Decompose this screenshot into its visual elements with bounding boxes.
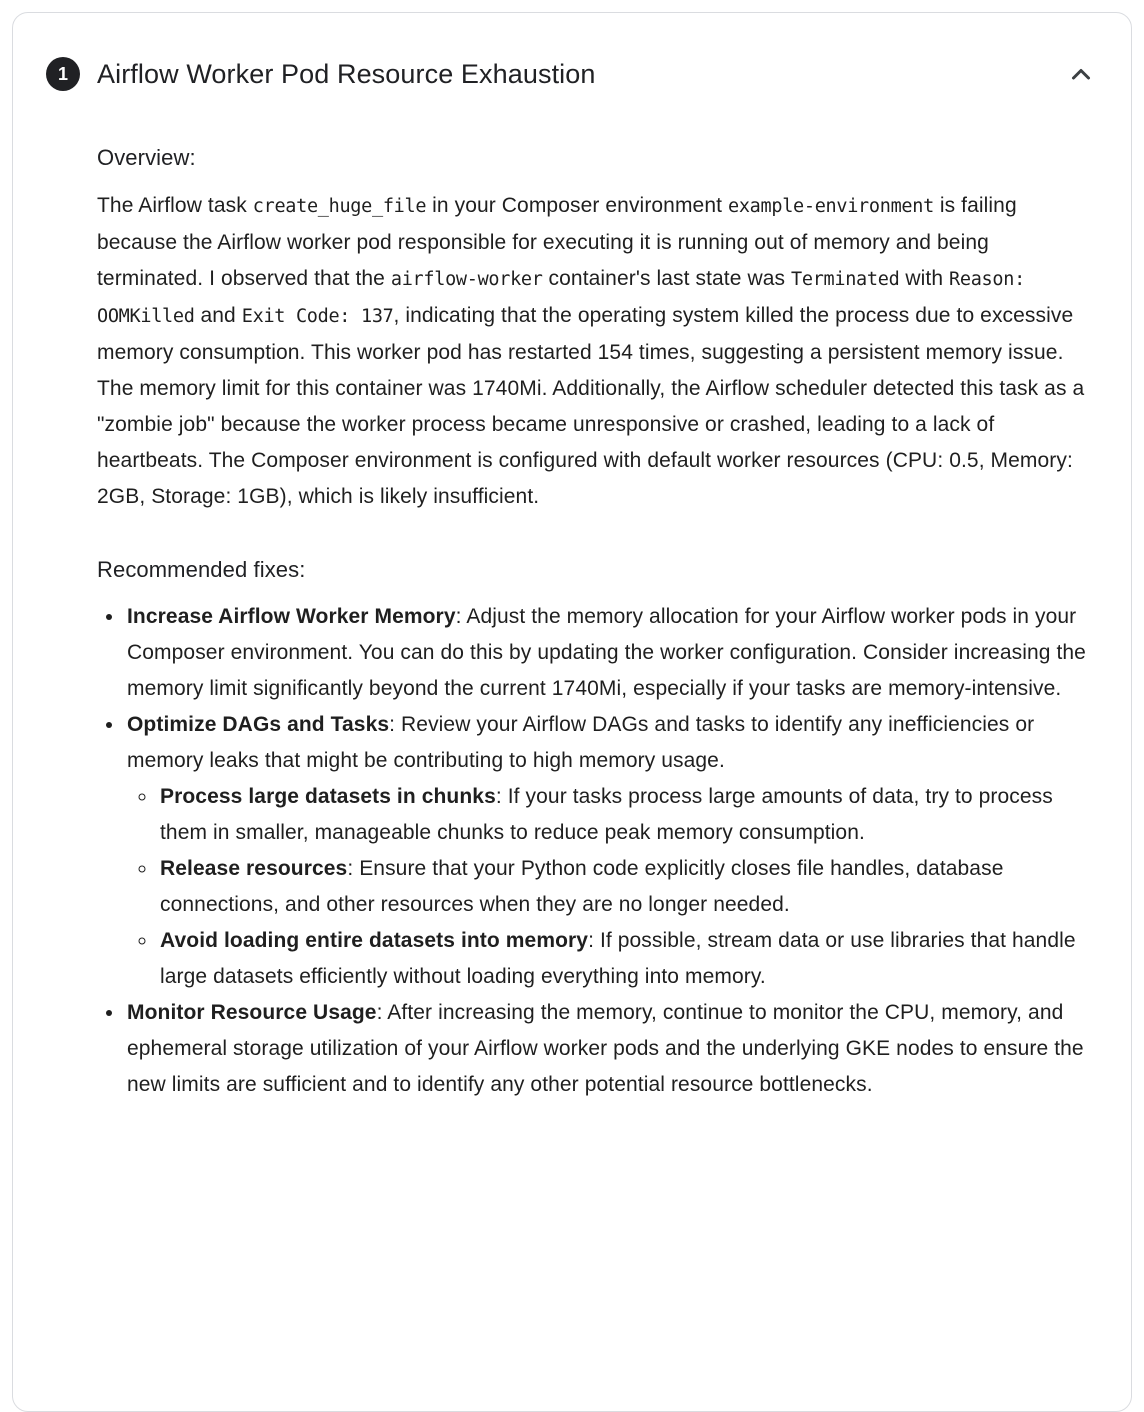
fixes-heading: Recommended fixes: [97,557,306,582]
inline-code: create_huge_file [252,196,427,217]
sub-fix-item [158,851,1095,923]
collapse-button[interactable] [1065,58,1097,90]
fix-list [97,599,1095,1103]
paragraph-text: The Airflow task [97,194,253,217]
fix-item [125,995,1095,1103]
sub-fix-item [158,923,1095,995]
inline-code: Terminated [791,269,900,290]
issue-card-body [13,91,1131,1103]
fix-item-text: : If your tasks process large amounts of data, try to process them in smaller, manageable chunks to reduce peak memory consumption. [160,785,1053,844]
fix-item-title: Increase Airflow Worker Memory [127,605,456,628]
fix-item-text: : If possible, stream data or use libraries that handle large datasets efficiently without loading everything into memory. [160,929,1076,988]
paragraph-text: container's last state was [542,267,792,290]
fix-item-text: : Adjust the memory allocation for your Airflow worker pods in your Composer environment. You can do this by updating the worker configuration. Consider increasing the memory limit significantly beyond the current 1740Mi, especially if your tasks are memory-intensive. [127,605,1086,700]
paragraph-text: is failing because the Airflow worker pod responsible for executing it is running out of memory and being terminated. I observed that the [97,194,1017,290]
issue-card-header [13,13,1131,91]
overview-heading: Overview: [97,145,196,170]
fix-item [125,599,1095,707]
inline-code: example-environment [728,196,934,217]
fix-item-title: Release resources [160,857,348,880]
paragraph-text: in your Composer environment [426,194,728,217]
fix-item-text: : Review your Airflow DAGs and tasks to identify any inefficiencies or memory leaks that might be contributing to high memory usage. [127,713,1035,772]
fix-item [125,707,1095,995]
fix-item-text: : Ensure that your Python code explicitly closes file handles, database connections, and other resources when they are no longer needed. [160,857,1004,916]
fix-item-title: Monitor Resource Usage [127,1001,377,1024]
fix-item-title: Avoid loading entire datasets into memory [160,929,589,952]
issue-title: Airflow Worker Pod Resource Exhaustion [97,58,596,89]
paragraph-text: , indicating that the operating system killed the process due to excessive memory consumption. This worker pod has restarted 154 times, suggesting a persistent memory issue. The memory limit for this container was 1740Mi. Additionally, the Airflow scheduler detected this task as a "zombie job" because the worker process became unresponsive or crashed, leading to a lack of heartbeats. The Composer environment is configured with default worker resources (CPU: 0.5, Memory: 2GB, Storage: 1GB), which is likely insufficient. [97,304,1085,508]
fix-item-title: Optimize DAGs and Tasks [127,713,390,736]
issue-card [12,12,1132,1412]
inline-code: airflow-worker [390,269,543,290]
paragraph-text: and [194,304,242,327]
fix-item-title: Process large datasets in chunks [160,785,496,808]
inline-code: Reason: OOMKilled [97,269,1025,327]
chevron-up-icon [1067,60,1095,88]
sub-fix-list [127,779,1095,995]
sub-fix-item [158,779,1095,851]
overview-paragraph [97,188,1095,515]
paragraph-text: with [899,267,950,290]
issue-number-badge: 1 [46,57,80,91]
fix-item-text: : After increasing the memory, continue to monitor the CPU, memory, and ephemeral storage utilization of your Airflow worker pods and the underlying GKE nodes to ensure the new limits are sufficient and to identify any other potential resource bottlenecks. [127,1001,1084,1096]
inline-code: Exit Code: 137 [241,306,394,327]
